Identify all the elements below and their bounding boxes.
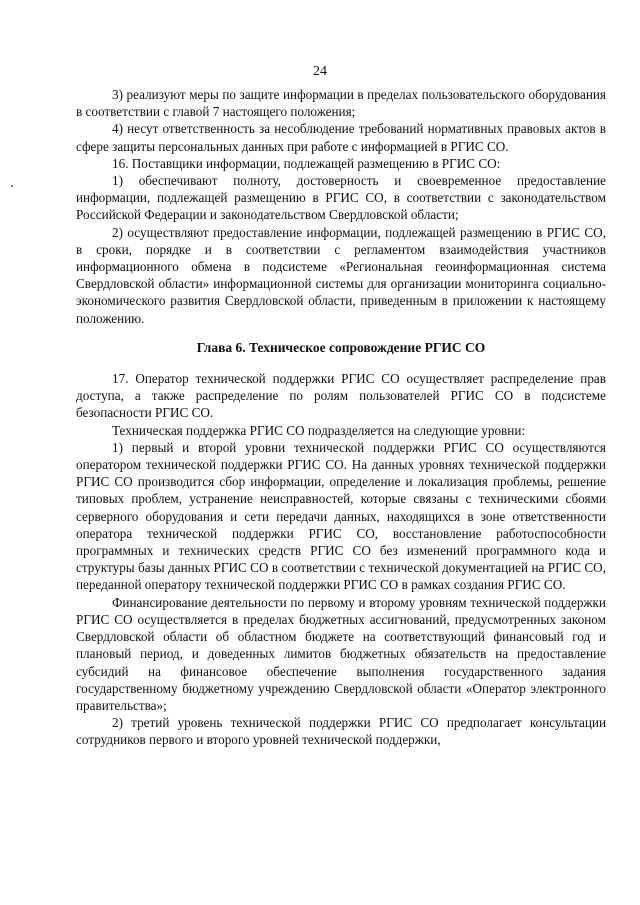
- paragraph-item-3: 3) реализуют меры по защите информации в пределах пользовательского оборудования в соответствии с главой 7 настоящего положения;: [76, 87, 606, 120]
- margin-mark: [11, 185, 13, 187]
- chapter-heading: Глава 6. Техническое сопровождение РГИС СО: [196, 339, 486, 355]
- document-body: [76, 86, 606, 749]
- page-number: 24: [313, 64, 327, 79]
- paragraph-support-level-1: 1) первый и второй уровни технической поддержки РГИС СО осуществляются оператором технической поддержки РГИС СО. На данных уровнях технической поддержки РГИС СО производится сбор информации, определение и локализация проблемы, решение типовых проблем, устранение неисправностей, которые связаны с техническими сбоями серверного оборудования и сети передачи данных, находящихся в зоне ответственности оператора технической поддержки РГИС СО, восстановление работоспособности программных и технических средств РГИС СО без изменений программного кода и структуры базы данных РГИС СО в соответствии с технической документацией на РГИС СО, переданной оператору технической поддержки РГИС СО в рамках создания РГИС СО.: [76, 439, 606, 593]
- paragraph-clause-16: 16. Поставщики информации, подлежащей размещению в РГИС СО:: [112, 155, 501, 171]
- paragraph-clause-16-item-1: 1) обеспечивают полноту, достоверность и своевременное предоставление информации, подлежащей размещению в РГИС СО, в соответствии с законодательством Российской Федерации и законодательством Свердловской области;: [76, 173, 606, 223]
- paragraph-item-4: 4) несут ответственность за несоблюдение требований нормативных правовых актов в сфере защиты персональных данных при работе с информацией в РГИС СО.: [76, 121, 606, 154]
- paragraph-support-levels: Техническая поддержка РГИС СО подразделяется на следующие уровни:: [112, 422, 526, 438]
- paragraph-support-level-3: 2) третий уровень технической поддержки РГИС СО предполагает консультации сотрудников первого и второго уровней технической поддержки,: [76, 715, 606, 748]
- paragraph-clause-16-item-2: 2) осуществляют предоставление информации, подлежащей размещению в РГИС СО, в сроки, порядке и в соответствии с регламентом взаимодействия участников информационного обмена в подсистеме «Региональная геоинформационная система Свердловской области» информационной системы для организации мониторинга социально-экономического развития Свердловской области, приведенным в приложении к настоящему положению.: [76, 224, 606, 326]
- paragraph-financing: Финансирование деятельности по первому и второму уровням технической поддержки РГИС СО осуществляется в пределах бюджетных ассигнований, предусмотренных законом Свердловской области об областном бюджете на соответствующий финансовый год и плановый период, и доведенных лимитов бюджетных обязательств на предоставление субсидий на финансовое обеспечение выполнения государственного задания государственному бюджетному учреждению Свердловской области «Оператор электронного правительства»;: [76, 594, 606, 713]
- paragraph-clause-17: 17. Оператор технической поддержки РГИС СО осуществляет распределение прав доступа, а также распределение по ролям пользователей РГИС СО в подсистеме безопасности РГИС СО.: [76, 371, 606, 421]
